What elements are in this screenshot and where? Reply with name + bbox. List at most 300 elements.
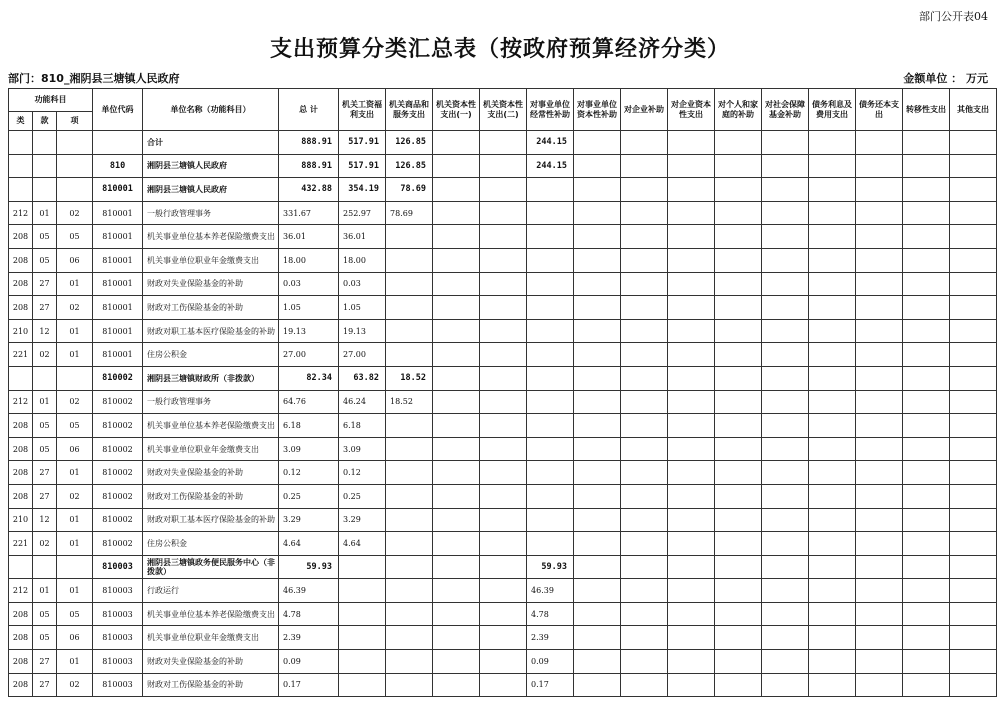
cell-econ-10 [762, 626, 809, 650]
cell-econ-4 [480, 437, 527, 461]
cell-econ-9 [715, 390, 762, 414]
cell-econ-4 [480, 319, 527, 343]
cell-econ-1: 252.97 [339, 201, 386, 225]
table-row [9, 178, 997, 202]
cell-econ-14 [950, 579, 997, 603]
cell-unit-code: 810002 [93, 508, 143, 532]
cell-econ-9 [715, 296, 762, 320]
cell-econ-10 [762, 461, 809, 485]
cell-econ-8 [668, 508, 715, 532]
cell-econ-1: 3.29 [339, 508, 386, 532]
cell-econ-1: 517.91 [339, 154, 386, 178]
cell-econ-7 [621, 555, 668, 579]
cell-econ-5: 2.39 [527, 626, 574, 650]
cell-unit-code: 810002 [93, 414, 143, 438]
cell-econ-11 [809, 650, 856, 674]
table-row [9, 343, 997, 367]
cell-unit-code [93, 131, 143, 155]
cell-econ-12 [856, 579, 903, 603]
cell-econ-3 [433, 201, 480, 225]
cell-kuan: 27 [33, 484, 57, 508]
cell-xiang: 02 [57, 390, 93, 414]
cell-econ-3 [433, 296, 480, 320]
cell-xiang: 06 [57, 248, 93, 272]
cell-econ-3 [433, 555, 480, 579]
cell-xiang: 01 [57, 319, 93, 343]
cell-econ-1 [339, 650, 386, 674]
cell-lei: 208 [9, 650, 33, 674]
cell-econ-2 [386, 484, 433, 508]
cell-econ-13 [903, 602, 950, 626]
cell-lei: 210 [9, 319, 33, 343]
cell-econ-9 [715, 461, 762, 485]
cell-lei: 208 [9, 414, 33, 438]
cell-total: 27.00 [279, 343, 339, 367]
cell-econ-4 [480, 201, 527, 225]
cell-unit-code: 810002 [93, 366, 143, 390]
cell-unit-code: 810003 [93, 579, 143, 603]
cell-econ-2 [386, 437, 433, 461]
cell-kuan: 12 [33, 319, 57, 343]
cell-econ-14 [950, 154, 997, 178]
cell-unit-name: 湘阴县三塘镇人民政府 [143, 154, 279, 178]
cell-kuan: 12 [33, 508, 57, 532]
cell-kuan: 05 [33, 414, 57, 438]
cell-lei [9, 178, 33, 202]
cell-econ-11 [809, 602, 856, 626]
cell-xiang: 01 [57, 343, 93, 367]
cell-econ-5: 0.09 [527, 650, 574, 674]
header-econ: 债务还本支出 [856, 89, 903, 131]
cell-econ-13 [903, 154, 950, 178]
cell-econ-1: 517.91 [339, 131, 386, 155]
cell-econ-14 [950, 319, 997, 343]
cell-econ-5 [527, 319, 574, 343]
cell-total: 46.39 [279, 579, 339, 603]
cell-econ-5: 0.17 [527, 673, 574, 697]
cell-econ-13 [903, 532, 950, 556]
cell-kuan: 05 [33, 248, 57, 272]
cell-unit-code: 810003 [93, 673, 143, 697]
cell-econ-5 [527, 272, 574, 296]
cell-econ-9 [715, 437, 762, 461]
cell-econ-3 [433, 673, 480, 697]
cell-econ-2: 78.69 [386, 178, 433, 202]
cell-econ-9 [715, 248, 762, 272]
cell-econ-3 [433, 650, 480, 674]
cell-total: 64.76 [279, 390, 339, 414]
cell-econ-9 [715, 650, 762, 674]
cell-econ-13 [903, 673, 950, 697]
cell-total: 36.01 [279, 225, 339, 249]
cell-unit-name: 合计 [143, 131, 279, 155]
cell-total: 0.03 [279, 272, 339, 296]
cell-lei: 208 [9, 461, 33, 485]
cell-econ-14 [950, 602, 997, 626]
cell-econ-5: 244.15 [527, 154, 574, 178]
cell-unit-code: 810002 [93, 390, 143, 414]
cell-econ-8 [668, 272, 715, 296]
cell-econ-7 [621, 437, 668, 461]
cell-econ-12 [856, 508, 903, 532]
cell-econ-8 [668, 201, 715, 225]
cell-econ-2 [386, 248, 433, 272]
cell-econ-11 [809, 154, 856, 178]
cell-econ-11 [809, 201, 856, 225]
cell-total: 4.64 [279, 532, 339, 556]
cell-econ-11 [809, 532, 856, 556]
header-econ: 机关资本性支出(一) [433, 89, 480, 131]
cell-econ-4 [480, 673, 527, 697]
cell-unit-name: 住房公积金 [143, 343, 279, 367]
cell-econ-11 [809, 390, 856, 414]
cell-total: 1.05 [279, 296, 339, 320]
cell-econ-6 [574, 532, 621, 556]
cell-unit-code: 810003 [93, 602, 143, 626]
cell-econ-6 [574, 154, 621, 178]
cell-econ-12 [856, 414, 903, 438]
cell-econ-8 [668, 178, 715, 202]
cell-unit-name: 机关事业单位基本养老保险缴费支出 [143, 602, 279, 626]
cell-econ-6 [574, 602, 621, 626]
cell-econ-2: 18.52 [386, 390, 433, 414]
cell-econ-3 [433, 390, 480, 414]
cell-econ-11 [809, 131, 856, 155]
cell-econ-8 [668, 626, 715, 650]
cell-econ-1: 18.00 [339, 248, 386, 272]
cell-econ-1 [339, 626, 386, 650]
cell-econ-12 [856, 366, 903, 390]
cell-unit-name: 财政对工伤保险基金的补助 [143, 673, 279, 697]
cell-econ-13 [903, 555, 950, 579]
cell-econ-10 [762, 319, 809, 343]
cell-kuan [33, 154, 57, 178]
cell-lei [9, 131, 33, 155]
cell-econ-14 [950, 626, 997, 650]
cell-total: 3.09 [279, 437, 339, 461]
header-econ: 对事业单位经常性补助 [527, 89, 574, 131]
cell-econ-9 [715, 532, 762, 556]
cell-total: 2.39 [279, 626, 339, 650]
cell-econ-3 [433, 225, 480, 249]
cell-econ-13 [903, 390, 950, 414]
cell-kuan [33, 131, 57, 155]
cell-econ-1: 0.03 [339, 272, 386, 296]
cell-econ-8 [668, 532, 715, 556]
cell-econ-9 [715, 673, 762, 697]
cell-unit-code: 810003 [93, 555, 143, 579]
cell-xiang: 01 [57, 272, 93, 296]
table-row [9, 461, 997, 485]
cell-econ-8 [668, 484, 715, 508]
table-row [9, 366, 997, 390]
cell-lei [9, 366, 33, 390]
cell-econ-7 [621, 602, 668, 626]
budget-table [8, 88, 997, 697]
cell-econ-3 [433, 579, 480, 603]
header-econ: 机关商品和服务支出 [386, 89, 433, 131]
cell-econ-1: 1.05 [339, 296, 386, 320]
cell-xiang: 05 [57, 602, 93, 626]
cell-econ-4 [480, 484, 527, 508]
cell-econ-7 [621, 154, 668, 178]
cell-econ-7 [621, 296, 668, 320]
cell-lei: 212 [9, 390, 33, 414]
cell-lei: 208 [9, 248, 33, 272]
cell-unit-name: 机关事业单位职业年金缴费支出 [143, 248, 279, 272]
cell-econ-6 [574, 508, 621, 532]
cell-econ-4 [480, 178, 527, 202]
cell-econ-13 [903, 579, 950, 603]
cell-lei: 208 [9, 673, 33, 697]
cell-econ-5: 46.39 [527, 579, 574, 603]
cell-econ-5 [527, 201, 574, 225]
cell-total: 59.93 [279, 555, 339, 579]
cell-econ-9 [715, 602, 762, 626]
cell-econ-14 [950, 555, 997, 579]
cell-unit-name: 财政对失业保险基金的补助 [143, 272, 279, 296]
cell-econ-12 [856, 201, 903, 225]
cell-lei: 221 [9, 343, 33, 367]
cell-econ-10 [762, 154, 809, 178]
cell-econ-3 [433, 484, 480, 508]
cell-econ-1 [339, 673, 386, 697]
cell-econ-8 [668, 437, 715, 461]
cell-xiang: 02 [57, 673, 93, 697]
cell-econ-12 [856, 626, 903, 650]
cell-econ-6 [574, 673, 621, 697]
cell-econ-9 [715, 201, 762, 225]
cell-econ-2 [386, 579, 433, 603]
cell-econ-14 [950, 461, 997, 485]
cell-econ-12 [856, 131, 903, 155]
cell-econ-10 [762, 366, 809, 390]
cell-econ-7 [621, 201, 668, 225]
cell-econ-2 [386, 555, 433, 579]
cell-kuan: 27 [33, 461, 57, 485]
cell-econ-7 [621, 272, 668, 296]
cell-econ-11 [809, 555, 856, 579]
cell-econ-3 [433, 602, 480, 626]
cell-econ-5: 59.93 [527, 555, 574, 579]
cell-econ-6 [574, 178, 621, 202]
cell-econ-10 [762, 390, 809, 414]
cell-econ-14 [950, 508, 997, 532]
cell-econ-9 [715, 626, 762, 650]
cell-econ-7 [621, 178, 668, 202]
cell-econ-2 [386, 414, 433, 438]
cell-econ-11 [809, 343, 856, 367]
cell-econ-1: 0.12 [339, 461, 386, 485]
cell-econ-10 [762, 579, 809, 603]
cell-econ-12 [856, 555, 903, 579]
cell-econ-6 [574, 201, 621, 225]
cell-econ-1: 4.64 [339, 532, 386, 556]
cell-econ-4 [480, 461, 527, 485]
table-row [9, 555, 997, 579]
cell-lei: 208 [9, 437, 33, 461]
cell-econ-9 [715, 319, 762, 343]
cell-econ-9 [715, 178, 762, 202]
cell-econ-14 [950, 437, 997, 461]
header-func-subject: 功能科目 [9, 89, 93, 112]
cell-econ-2: 126.85 [386, 154, 433, 178]
cell-econ-7 [621, 248, 668, 272]
cell-kuan: 27 [33, 650, 57, 674]
cell-econ-6 [574, 579, 621, 603]
cell-econ-9 [715, 414, 762, 438]
cell-econ-6 [574, 248, 621, 272]
cell-econ-3 [433, 626, 480, 650]
cell-econ-12 [856, 319, 903, 343]
cell-econ-13 [903, 414, 950, 438]
cell-econ-4 [480, 154, 527, 178]
cell-econ-11 [809, 366, 856, 390]
cell-econ-5 [527, 296, 574, 320]
cell-xiang: 05 [57, 225, 93, 249]
cell-econ-11 [809, 414, 856, 438]
cell-econ-14 [950, 248, 997, 272]
cell-lei: 208 [9, 626, 33, 650]
cell-econ-11 [809, 508, 856, 532]
cell-unit-name: 湘阴县三塘镇财政所（非拨款） [143, 366, 279, 390]
cell-lei: 210 [9, 508, 33, 532]
header-econ: 机关工资福利支出 [339, 89, 386, 131]
cell-unit-name: 机关事业单位职业年金缴费支出 [143, 626, 279, 650]
header-unit-code: 单位代码 [93, 89, 143, 131]
cell-econ-14 [950, 272, 997, 296]
cell-econ-10 [762, 602, 809, 626]
table-row [9, 437, 997, 461]
cell-econ-5 [527, 343, 574, 367]
cell-unit-code: 810003 [93, 626, 143, 650]
cell-econ-4 [480, 555, 527, 579]
cell-unit-name: 机关事业单位职业年金缴费支出 [143, 437, 279, 461]
cell-econ-13 [903, 508, 950, 532]
cell-econ-1 [339, 555, 386, 579]
cell-econ-7 [621, 343, 668, 367]
cell-econ-7 [621, 650, 668, 674]
cell-unit-name: 住房公积金 [143, 532, 279, 556]
cell-econ-10 [762, 296, 809, 320]
cell-econ-14 [950, 673, 997, 697]
cell-econ-3 [433, 319, 480, 343]
cell-econ-2 [386, 508, 433, 532]
cell-kuan: 05 [33, 626, 57, 650]
cell-kuan: 05 [33, 437, 57, 461]
cell-econ-2 [386, 650, 433, 674]
cell-econ-4 [480, 508, 527, 532]
cell-econ-5: 244.15 [527, 131, 574, 155]
cell-unit-name: 一般行政管理事务 [143, 390, 279, 414]
cell-econ-7 [621, 532, 668, 556]
cell-econ-6 [574, 131, 621, 155]
cell-econ-10 [762, 414, 809, 438]
cell-econ-8 [668, 296, 715, 320]
header-total: 总 计 [279, 89, 339, 131]
cell-unit-code: 810001 [93, 178, 143, 202]
cell-econ-9 [715, 272, 762, 296]
cell-econ-4 [480, 414, 527, 438]
header-econ: 债务利息及费用支出 [809, 89, 856, 131]
cell-econ-2 [386, 626, 433, 650]
cell-kuan: 02 [33, 343, 57, 367]
cell-econ-12 [856, 461, 903, 485]
cell-econ-8 [668, 579, 715, 603]
cell-econ-7 [621, 414, 668, 438]
cell-lei: 212 [9, 579, 33, 603]
cell-econ-10 [762, 508, 809, 532]
cell-econ-4 [480, 602, 527, 626]
cell-kuan [33, 366, 57, 390]
header-econ: 对事业单位资本性补助 [574, 89, 621, 131]
cell-econ-12 [856, 484, 903, 508]
cell-econ-2 [386, 343, 433, 367]
cell-econ-8 [668, 154, 715, 178]
cell-econ-13 [903, 343, 950, 367]
table-number: 部门公开表04 [919, 10, 988, 23]
cell-econ-14 [950, 178, 997, 202]
table-row [9, 508, 997, 532]
cell-econ-14 [950, 366, 997, 390]
cell-total: 19.13 [279, 319, 339, 343]
cell-kuan: 27 [33, 272, 57, 296]
cell-econ-8 [668, 650, 715, 674]
header-econ: 对个人和家庭的补助 [715, 89, 762, 131]
cell-econ-9 [715, 508, 762, 532]
cell-xiang: 02 [57, 484, 93, 508]
cell-econ-10 [762, 178, 809, 202]
cell-econ-3 [433, 366, 480, 390]
cell-xiang: 02 [57, 296, 93, 320]
cell-econ-3 [433, 154, 480, 178]
cell-econ-6 [574, 319, 621, 343]
cell-xiang [57, 366, 93, 390]
cell-econ-1: 6.18 [339, 414, 386, 438]
header-xiang: 项 [57, 112, 93, 131]
cell-econ-7 [621, 319, 668, 343]
cell-econ-3 [433, 532, 480, 556]
cell-total: 82.34 [279, 366, 339, 390]
cell-econ-5 [527, 178, 574, 202]
cell-econ-13 [903, 225, 950, 249]
table-row [9, 579, 997, 603]
cell-unit-code: 810001 [93, 343, 143, 367]
cell-econ-13 [903, 484, 950, 508]
cell-econ-1: 63.82 [339, 366, 386, 390]
cell-econ-9 [715, 225, 762, 249]
header-lei: 类 [9, 112, 33, 131]
cell-econ-3 [433, 437, 480, 461]
cell-econ-12 [856, 272, 903, 296]
cell-econ-8 [668, 390, 715, 414]
cell-total: 331.67 [279, 201, 339, 225]
cell-econ-13 [903, 178, 950, 202]
cell-econ-14 [950, 650, 997, 674]
cell-unit-code: 810001 [93, 225, 143, 249]
cell-econ-8 [668, 461, 715, 485]
cell-econ-7 [621, 508, 668, 532]
cell-econ-10 [762, 650, 809, 674]
cell-econ-7 [621, 579, 668, 603]
cell-econ-6 [574, 484, 621, 508]
cell-econ-6 [574, 272, 621, 296]
cell-xiang: 01 [57, 650, 93, 674]
cell-econ-9 [715, 343, 762, 367]
cell-econ-13 [903, 272, 950, 296]
cell-econ-8 [668, 414, 715, 438]
cell-econ-10 [762, 131, 809, 155]
